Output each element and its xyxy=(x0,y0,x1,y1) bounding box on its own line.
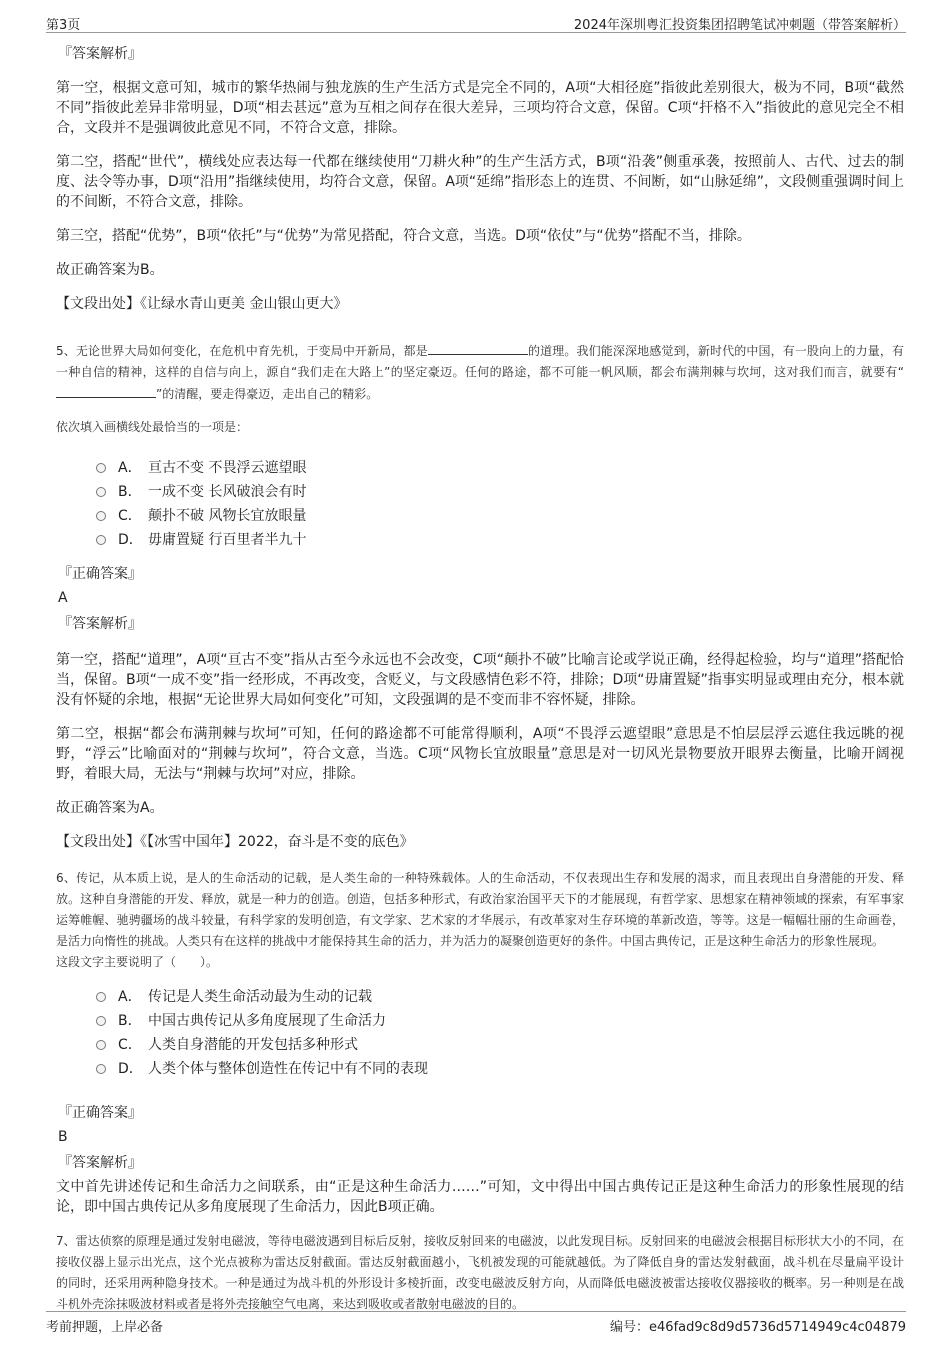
q6-option-a[interactable]: A． 传记是人类生命活动最为生动的记载 xyxy=(96,985,904,1009)
radio-icon[interactable] xyxy=(96,992,106,1002)
radio-icon[interactable] xyxy=(96,511,106,521)
q5-analysis-para-2: 第二空，根据“都会布满荆棘与坎坷”可知，任何的路途都不可能常得顺利，A项“不畏浮云遮望眼”意思是不怕层层浮云遮住我远眺的视野，“浮云”比喻面对的“荆棘与坎坷”，符合文意，当选。C项“风物长宜放眼量”意思是对一切风光景物要放开眼界去衡量，比喻开阔视野，着眼大局，无法与“荆棘与坎坷”对应，排除。 xyxy=(56,726,904,782)
radio-icon[interactable] xyxy=(96,463,106,473)
footer-slogan: 考前押题，上岸必备 xyxy=(46,1320,164,1335)
document-id: 编号：e46fad9c8d9d5736d5714949c4c04879 xyxy=(610,1320,906,1335)
q5-text-part-2: 的道理。我们能深深地感觉到，新时代的中国，有一股向上的力量，有一种自信的精神，这样的自信与向上，源自“我们走在大路上”的坚定豪迈。任何的路途，都不可能一帆风顺，都会布满荆棘与坎坷，这对我们而言，就要有“ xyxy=(56,344,904,379)
q5-options xyxy=(96,456,904,552)
q5-option-a[interactable]: A． 亘古不变 不畏浮云遮望眼 xyxy=(96,456,904,480)
q5-analysis-label: 『答案解析』 xyxy=(58,616,142,632)
page-footer xyxy=(46,1311,906,1335)
q7-question-text: 7、雷达侦察的原理是通过发射电磁波，等待电磁波遇到目标后反射，接收反射回来的电磁波，以此发现目标。反射回来的电磁波会根据目标形状大小的不同，在接收仪器上显示出光点，这个光点被称为雷达反射截面。雷达反射截面越小，飞机被发现的可能就越低。为了降低自身的雷达发射截面，战斗机在尽量扁平设计的同时，还采用两种隐身技术。一种是通过为战斗机的外形设计多棱折面，改变电磁波反射方向，从而降低电磁波被雷达接收仪器接收的概率。另一种则是在战斗机外壳涂抹吸波材料或者是将外壳接触空气电离，来达到吸收或者散射电磁波的目的。 xyxy=(56,1234,904,1311)
q5-analysis-para-1: 第一空，搭配“道理”，A项“亘古不变”指从古至今永远也不会改变，C项“颠扑不破”比喻言论或学说正确，经得起检验，均与“道理”搭配恰当，保留。B项“一成不变”指一经形成，不再改变，含贬义，与文段感情色彩不符，排除；D项“毋庸置疑”指事实明显或理由充分，根本就没有怀疑的余地，根据“无论世界大局如何变化”可知，文段强调的是不变而非不容怀疑，排除。 xyxy=(56,652,904,708)
q6-analysis: 文中首先讲述传记和生命活力之间联系，由“正是这种生命活力……”可知，文中得出中国古典传记正是这种生命活力的形象性展现的结论，即中国古典传记从多角度展现了生命活力，因此B项正确。 xyxy=(56,1179,904,1215)
q6-option-d[interactable]: D． 人类个体与整体创造性在传记中有不同的表现 xyxy=(96,1057,904,1081)
q5-option-d[interactable]: D． 毋庸置疑 行百里者半九十 xyxy=(96,528,904,552)
radio-icon[interactable] xyxy=(96,487,106,497)
q4-analysis-para-3: 第三空，搭配“优势”，B项“依托”与“优势”为常见搭配，符合文意，当选。D项“依仗”与“优势”搭配不当，排除。 xyxy=(56,228,751,244)
q5-correct-answer: A xyxy=(58,590,68,606)
page-number: 第3页 xyxy=(46,18,81,33)
q4-analysis-label: 『答案解析』 xyxy=(58,46,142,62)
document-title: 2024年深圳粤汇投资集团招聘笔试冲刺题（带答案解析） xyxy=(573,18,906,33)
radio-icon[interactable] xyxy=(96,1016,106,1026)
q5-text-part-1: 5、无论世界大局如何变化，在危机中育先机，于变局中开新局，都是 xyxy=(56,344,428,358)
radio-icon[interactable] xyxy=(96,535,106,545)
q4-conclusion: 故正确答案为B。 xyxy=(56,262,164,278)
q5-conclusion: 故正确答案为A。 xyxy=(56,800,164,816)
q6-option-b[interactable]: B． 中国古典传记从多角度展现了生命活力 xyxy=(96,1009,904,1033)
page-content xyxy=(56,44,904,1327)
q6-question: 这段文字主要说明了（ ）。 xyxy=(56,955,219,969)
q5-source: 【文段出处】《【冰雪中国年】2022，奋斗是不变的底色》 xyxy=(56,834,414,850)
q5-instruction: 依次填入画横线处最恰当的一项是： xyxy=(56,420,249,434)
q6-option-c[interactable]: C． 人类自身潜能的开发包括多种形式 xyxy=(96,1033,904,1057)
q5-blank-1 xyxy=(428,340,528,355)
q5-option-b[interactable]: B． 一成不变 长风破浪会有时 xyxy=(96,480,904,504)
q5-text-part-3: ”的清醒，要走得豪迈，走出自己的精彩。 xyxy=(156,387,379,401)
q6-correct-label: 『正确答案』 xyxy=(58,1105,142,1121)
q5-question-text xyxy=(56,340,904,405)
q6-options xyxy=(96,985,904,1081)
q4-analysis-para-2: 第二空，搭配“世代”，横线处应表达每一代都在继续使用“刀耕火种”的生产生活方式，B项“沿袭”侧重承袭，按照前人、古代、过去的制度、法令等办事，D项“沿用”指继续使用，均符合文意，保留。A项“延绵”指形态上的连贯、不间断，如“山脉延绵”，文段侧重强调时间上的不间断，不符合文意，排除。 xyxy=(56,154,904,210)
radio-icon[interactable] xyxy=(96,1064,106,1074)
q4-source: 【文段出处】《让绿水青山更美 金山银山更大》 xyxy=(56,296,348,312)
q4-analysis-para-1: 第一空，根据文意可知，城市的繁华热闹与独龙族的生产生活方式是完全不同的，A项“大相径庭”指彼此差别很大，极为不同，B项“截然不同”指彼此差异非常明显，D项“相去甚远”意为互相之间存在很大差异，三项均符合文意，保留。C项“扞格不入”指彼此的意见完全不相合，文段并不是强调彼此意见不同，不符合文意，排除。 xyxy=(56,80,904,136)
q6-analysis-label: 『答案解析』 xyxy=(58,1155,142,1171)
q6-question-text: 6、传记，从本质上说，是人的生命活动的记载，是人类生命的一种特殊载体。人的生命活动，不仅表现出生存和发展的渴求，而且表现出自身潜能的开发、释放。这种自身潜能的开发、释放，就是一种力的创造。创造，包括多种形式，有政治家治国平天下的才能展现，有哲学家、思想家在精神领域的探索，有军事家运筹帷幄、驰骋疆场的战斗较量，有科学家的发明创造，有文学家、艺术家的才华展示，有改革家对生存环境的革新改造，等等。这是一幅幅壮丽的生命画卷，是活力向惰性的挑战。人类只有在这样的挑战中才能保持其生命的活力，并为活力的凝聚创造更好的条件。中国古典传记，正是这种生命活力的形象性展现。 xyxy=(56,871,904,948)
q5-correct-label: 『正确答案』 xyxy=(58,566,142,582)
q5-option-c[interactable]: C． 颠扑不破 风物长宜放眼量 xyxy=(96,504,904,528)
q6-correct-answer: B xyxy=(58,1129,68,1145)
page-header xyxy=(46,12,906,33)
radio-icon[interactable] xyxy=(96,1040,106,1050)
q5-blank-2 xyxy=(56,383,156,398)
